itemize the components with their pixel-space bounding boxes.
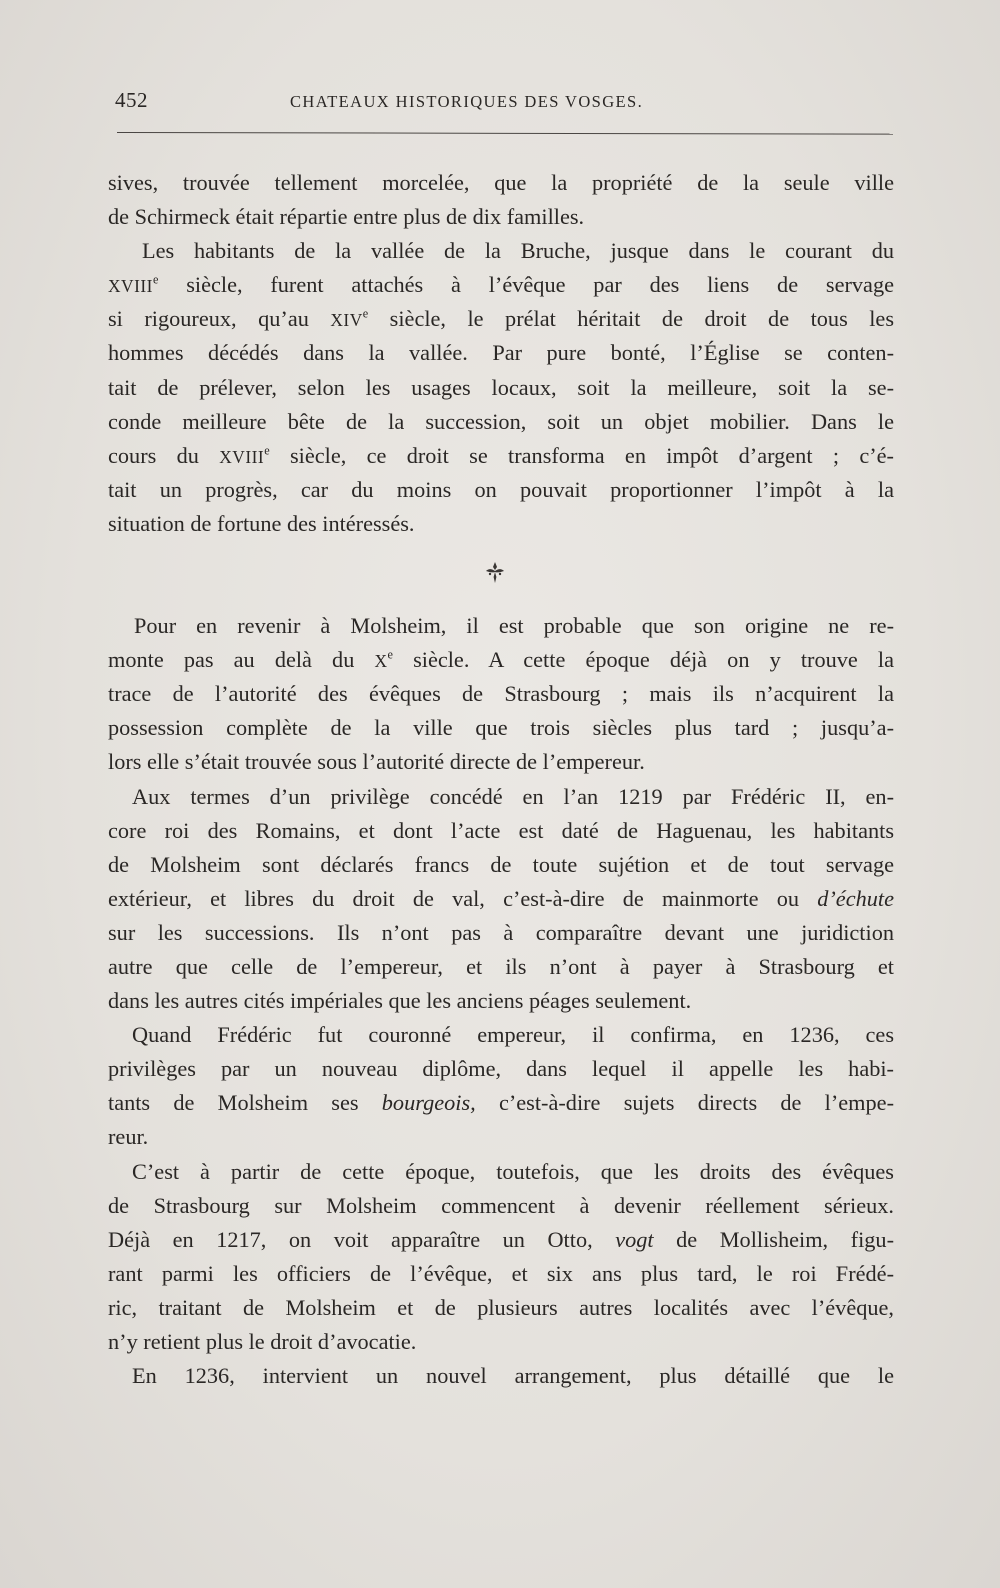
text-line [108, 1086, 894, 1120]
text-line: dans les autres cités impériales que les anciens péages seulement. [108, 988, 692, 1014]
header-rule [117, 132, 893, 135]
paragraph-1 [108, 166, 894, 234]
text-line: C’est à partir de cette époque, toutefois, que les droits des évêques [132, 1158, 894, 1184]
superscript: e [362, 306, 369, 321]
text-line: cours du XVIIIe siècle, ce droit se transforma en impôt d’argent ; c’é- [108, 442, 894, 468]
page-header [115, 88, 885, 118]
text-line [108, 882, 894, 916]
text-line: core roi des Romains, et dont l’acte est daté de Haguenau, les habitants [108, 817, 894, 843]
text-line: de Strasbourg sur Molsheim commencent à devenir réellement sérieux. [108, 1192, 894, 1218]
text-line: Les habitants de la vallée de la Bruche, jusque dans le courant du [142, 238, 894, 264]
text-line: privilèges par un nouveau diplôme, dans lequel il appelle les habi- [108, 1056, 894, 1082]
text-line: n’y retient plus le droit d’avocatie. [108, 1329, 417, 1354]
paragraph-5 [108, 1018, 894, 1154]
text-line: conde meilleure bête de la succession, soit un objet mobilier. Dans le [108, 408, 894, 434]
text-span: Déjà en 1217, on voit apparaître un Otto, [108, 1226, 616, 1252]
text-span: extérieur, et libres du droit de val, c’est-à-dire de mainmorte ou [108, 885, 818, 911]
text-line: hommes décédés dans la vallée. Par pure bonté, l’Église se conten- [108, 340, 894, 366]
text-line: En 1236, intervient un nouvel arrangement, plus détaillé que le [132, 1363, 894, 1389]
text-line: si rigoureux, qu’au XIVe siècle, le prélat héritait de droit de tous les [108, 306, 894, 332]
text-line: Aux termes d’un privilège concédé en l’an 1219 par Frédéric II, en- [132, 783, 894, 809]
paragraph-3 [108, 609, 894, 779]
roman-numeral: XIV [330, 311, 363, 331]
superscript: e [152, 272, 159, 287]
text-span: tants de Molsheim ses [108, 1090, 382, 1116]
text-line: lors elle s’était trouvée sous l’autorité directe de l’empereur. [108, 749, 645, 775]
paragraph-6 [108, 1155, 894, 1360]
text-line: situation de fortune des intéressés. [108, 510, 415, 536]
text-line: tait un progrès, car du moins on pouvait proportionner l’impôt à la [108, 476, 894, 502]
superscript: e [264, 443, 270, 458]
italic-term: d’échute [817, 885, 894, 911]
italic-term: bourgeois, [381, 1090, 476, 1116]
text-line: sur les successions. Ils n’ont pas à comparaître devant une juridiction [108, 919, 894, 945]
text-line: de Molsheim sont déclarés francs de toute sujétion et de tout servage [108, 851, 894, 877]
roman-numeral: XVIII [108, 277, 153, 297]
text-span: c’est-à-dire sujets directs de l’empe- [475, 1090, 894, 1116]
text-line: ric, traitant de Molsheim et de plusieurs autres localités avec l’évêque, [108, 1294, 894, 1320]
roman-numeral: XVIII [219, 447, 265, 467]
paragraph-2 [108, 234, 894, 541]
text-line: XVIIIe siècle, furent attachés à l’évêque par des liens de servage [108, 272, 894, 298]
italic-term: vogt [615, 1226, 654, 1252]
superscript: e [387, 647, 393, 662]
roman-numeral: X [374, 652, 388, 672]
paragraph-4 [108, 780, 894, 1019]
text-line: trace de l’autorité des évêques de Strasbourg ; mais ils n’acquirent la [108, 681, 894, 707]
running-title: CHATEAUX HISTORIQUES DES VOSGES. [290, 92, 644, 111]
text-line: rant parmi les officiers de l’évêque, et six ans plus tard, le roi Frédé- [108, 1260, 894, 1286]
text-line: possession complète de la ville que trois siècles plus tard ; jusqu’a- [108, 715, 894, 741]
page-number: 452 [115, 88, 148, 112]
paragraph-7 [108, 1359, 894, 1393]
text-line: de Schirmeck était répartie entre plus de dix familles. [108, 204, 585, 230]
text-span: de Mollisheim, figu- [653, 1226, 894, 1252]
text-line: reur. [108, 1124, 149, 1150]
text-line [108, 1223, 894, 1257]
text-line: monte pas au delà du Xe siècle. A cette époque déjà on y trouve la [108, 647, 894, 673]
text-line: tait de prélever, selon les usages locaux, soit la meilleure, soit la se- [108, 374, 894, 400]
text-line: Quand Frédéric fut couronné empereur, il confirma, en 1236, ces [132, 1022, 894, 1048]
fleuron-ornament-icon [480, 558, 510, 588]
body-text [108, 166, 894, 1393]
text-line: Pour en revenir à Molsheim, il est probable que son origine ne re- [134, 613, 894, 639]
text-line: autre que celle de l’empereur, et ils n’ont à payer à Strasbourg et [108, 953, 894, 979]
text-line: sives, trouvée tellement morcelée, que la propriété de la seule ville [108, 170, 894, 195]
